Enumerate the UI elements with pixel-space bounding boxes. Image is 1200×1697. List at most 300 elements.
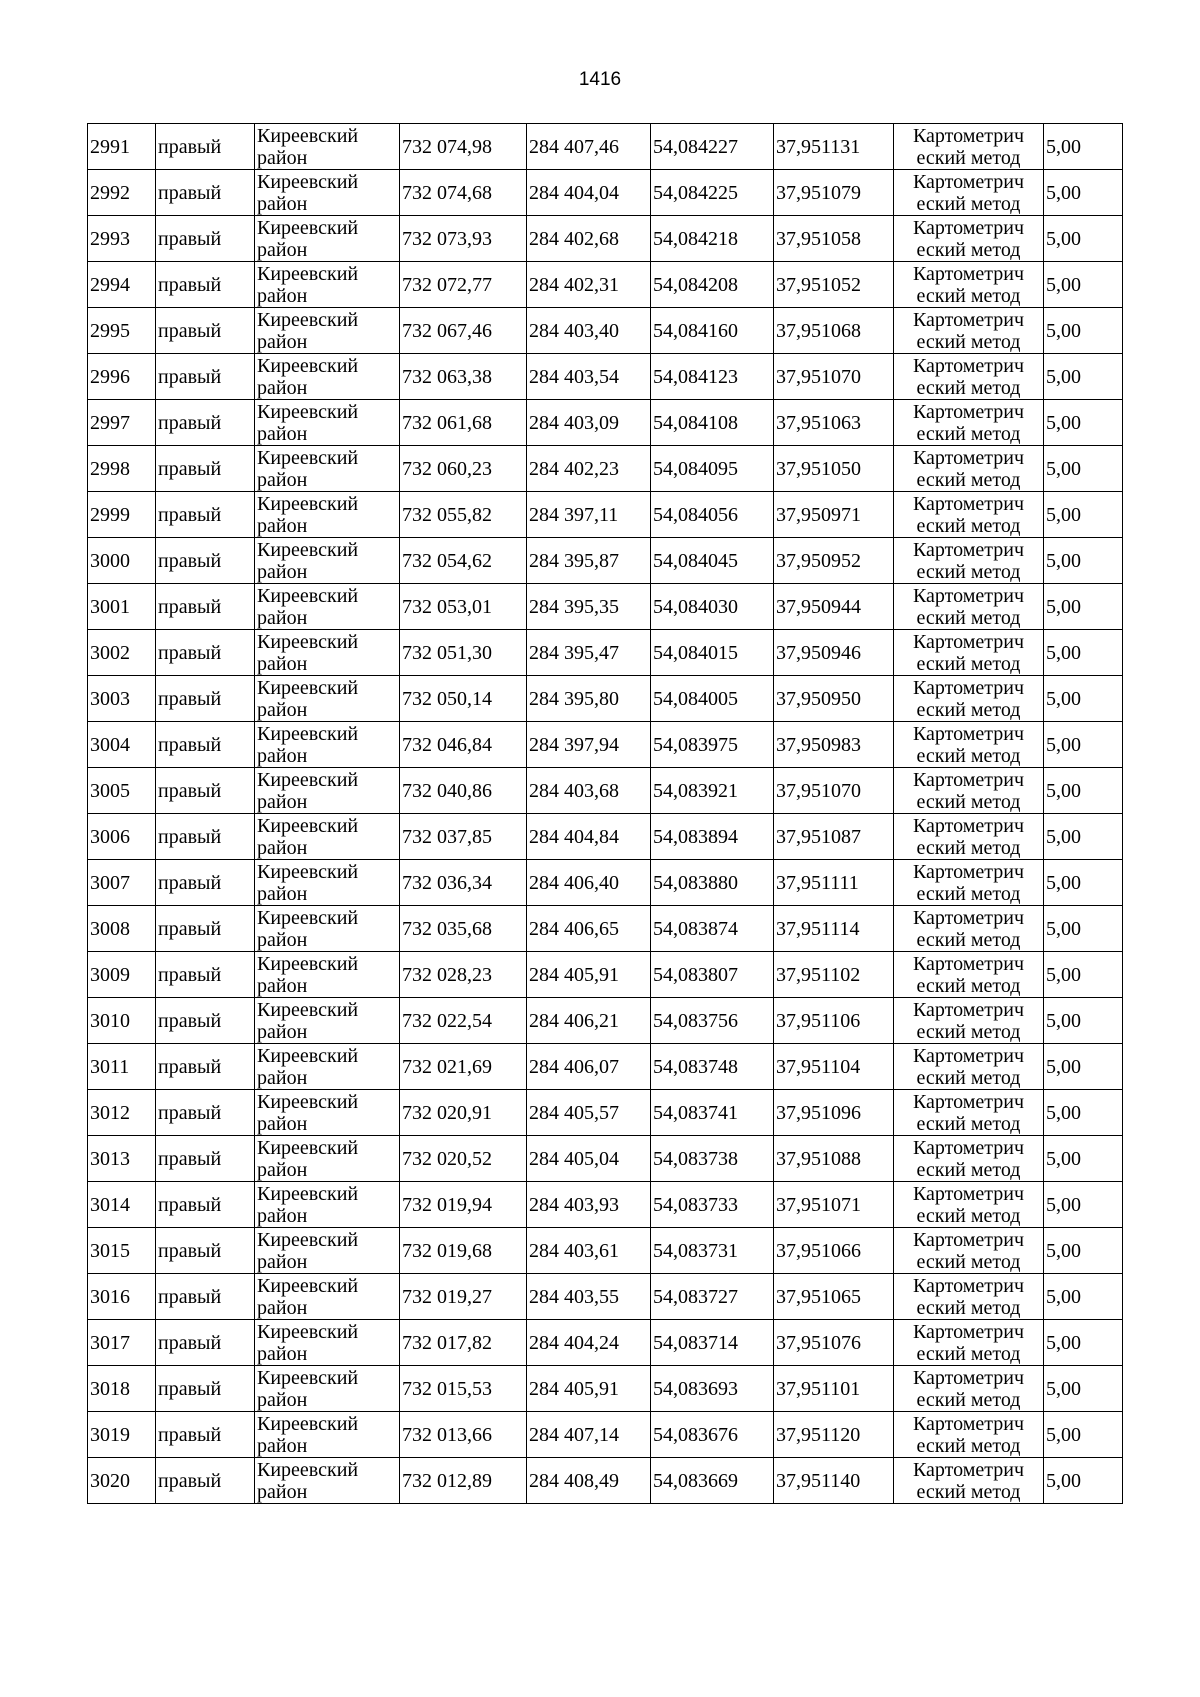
table-row <box>88 400 1123 446</box>
method-line: Картометрич <box>912 171 1025 193</box>
method-line: еский метод <box>916 975 1021 997</box>
district-line: район <box>257 285 308 307</box>
method-cell <box>894 170 1044 216</box>
district-line: район <box>257 1297 308 1319</box>
coord-x-cell: 732 037,85 <box>400 814 527 860</box>
district-line: район <box>257 331 308 353</box>
district-line: Киреевский <box>257 1275 359 1297</box>
bank-side-cell: правый <box>156 1274 255 1320</box>
district-line: Киреевский <box>257 1413 359 1435</box>
latitude-cell: 54,083975 <box>651 722 774 768</box>
district-cell <box>255 170 400 216</box>
district-cell <box>255 1136 400 1182</box>
point-number-cell: 2992 <box>88 170 156 216</box>
table-row <box>88 538 1123 584</box>
latitude-cell: 54,083714 <box>651 1320 774 1366</box>
method-line: Картометрич <box>912 447 1025 469</box>
bank-side-cell: правый <box>156 216 255 262</box>
point-number-cell: 3009 <box>88 952 156 998</box>
accuracy-cell: 5,00 <box>1044 860 1123 906</box>
point-number-cell: 3001 <box>88 584 156 630</box>
point-number-cell: 3020 <box>88 1458 156 1504</box>
method-line: Картометрич <box>912 1183 1025 1205</box>
table-row <box>88 630 1123 676</box>
district-cell <box>255 768 400 814</box>
method-line: еский метод <box>916 469 1021 491</box>
district-cell <box>255 998 400 1044</box>
coord-y-cell: 284 403,68 <box>527 768 651 814</box>
point-number-cell: 2991 <box>88 124 156 170</box>
district-line: район <box>257 607 308 629</box>
table-row <box>88 1412 1123 1458</box>
method-line: Картометрич <box>912 1413 1025 1435</box>
district-line: Киреевский <box>257 585 359 607</box>
bank-side-cell: правый <box>156 814 255 860</box>
coord-y-cell: 284 397,94 <box>527 722 651 768</box>
point-number-cell: 2995 <box>88 308 156 354</box>
district-cell <box>255 630 400 676</box>
bank-side-cell: правый <box>156 308 255 354</box>
method-cell <box>894 1136 1044 1182</box>
latitude-cell: 54,084227 <box>651 124 774 170</box>
longitude-cell: 37,950983 <box>774 722 894 768</box>
method-line: еский метод <box>916 561 1021 583</box>
accuracy-cell: 5,00 <box>1044 216 1123 262</box>
district-cell <box>255 216 400 262</box>
district-cell <box>255 906 400 952</box>
district-cell <box>255 814 400 860</box>
coord-y-cell: 284 403,93 <box>527 1182 651 1228</box>
point-number-cell: 3004 <box>88 722 156 768</box>
table-row <box>88 1320 1123 1366</box>
point-number-cell: 3013 <box>88 1136 156 1182</box>
accuracy-cell: 5,00 <box>1044 308 1123 354</box>
bank-side-cell: правый <box>156 124 255 170</box>
coord-x-cell: 732 012,89 <box>400 1458 527 1504</box>
method-line: Картометрич <box>912 815 1025 837</box>
district-line: Киреевский <box>257 861 359 883</box>
coord-y-cell: 284 405,57 <box>527 1090 651 1136</box>
district-line: Киреевский <box>257 769 359 791</box>
method-cell <box>894 400 1044 446</box>
district-cell <box>255 722 400 768</box>
district-line: район <box>257 193 308 215</box>
method-line: еский метод <box>916 377 1021 399</box>
accuracy-cell: 5,00 <box>1044 1366 1123 1412</box>
district-line: район <box>257 1389 308 1411</box>
method-line: Картометрич <box>912 1367 1025 1389</box>
coord-x-cell: 732 021,69 <box>400 1044 527 1090</box>
district-line: район <box>257 883 308 905</box>
accuracy-cell: 5,00 <box>1044 538 1123 584</box>
table-row <box>88 492 1123 538</box>
bank-side-cell: правый <box>156 1320 255 1366</box>
coord-y-cell: 284 395,47 <box>527 630 651 676</box>
method-cell <box>894 492 1044 538</box>
coord-y-cell: 284 397,11 <box>527 492 651 538</box>
bank-side-cell: правый <box>156 584 255 630</box>
district-line: район <box>257 1205 308 1227</box>
coord-y-cell: 284 395,35 <box>527 584 651 630</box>
table-row <box>88 768 1123 814</box>
accuracy-cell: 5,00 <box>1044 906 1123 952</box>
method-line: Картометрич <box>912 723 1025 745</box>
latitude-cell: 54,083921 <box>651 768 774 814</box>
method-line: Картометрич <box>912 769 1025 791</box>
coord-y-cell: 284 404,84 <box>527 814 651 860</box>
accuracy-cell: 5,00 <box>1044 584 1123 630</box>
latitude-cell: 54,084056 <box>651 492 774 538</box>
coord-x-cell: 732 015,53 <box>400 1366 527 1412</box>
coord-y-cell: 284 406,07 <box>527 1044 651 1090</box>
district-line: район <box>257 1251 308 1273</box>
district-line: Киреевский <box>257 125 359 147</box>
point-number-cell: 3011 <box>88 1044 156 1090</box>
coord-y-cell: 284 406,40 <box>527 860 651 906</box>
accuracy-cell: 5,00 <box>1044 1136 1123 1182</box>
district-cell <box>255 308 400 354</box>
district-line: Киреевский <box>257 1459 359 1481</box>
latitude-cell: 54,083738 <box>651 1136 774 1182</box>
table-row <box>88 860 1123 906</box>
coord-x-cell: 732 055,82 <box>400 492 527 538</box>
method-cell <box>894 1090 1044 1136</box>
point-number-cell: 3014 <box>88 1182 156 1228</box>
method-line: Картометрич <box>912 125 1025 147</box>
coord-y-cell: 284 406,65 <box>527 906 651 952</box>
bank-side-cell: правый <box>156 1366 255 1412</box>
table-row <box>88 124 1123 170</box>
coord-x-cell: 732 054,62 <box>400 538 527 584</box>
method-line: еский метод <box>916 1435 1021 1457</box>
method-line: Картометрич <box>912 953 1025 975</box>
coord-y-cell: 284 404,24 <box>527 1320 651 1366</box>
table-row <box>88 446 1123 492</box>
method-cell <box>894 952 1044 998</box>
longitude-cell: 37,951076 <box>774 1320 894 1366</box>
point-number-cell: 2998 <box>88 446 156 492</box>
point-number-cell: 3005 <box>88 768 156 814</box>
latitude-cell: 54,083807 <box>651 952 774 998</box>
longitude-cell: 37,951079 <box>774 170 894 216</box>
coord-x-cell: 732 020,52 <box>400 1136 527 1182</box>
bank-side-cell: правый <box>156 630 255 676</box>
method-line: Картометрич <box>912 1459 1025 1481</box>
method-cell <box>894 124 1044 170</box>
method-line: Картометрич <box>912 309 1025 331</box>
accuracy-cell: 5,00 <box>1044 124 1123 170</box>
method-line: еский метод <box>916 1205 1021 1227</box>
district-line: район <box>257 837 308 859</box>
table-row <box>88 1136 1123 1182</box>
longitude-cell: 37,951063 <box>774 400 894 446</box>
district-line: Киреевский <box>257 263 359 285</box>
point-number-cell: 2999 <box>88 492 156 538</box>
district-line: район <box>257 1481 308 1503</box>
latitude-cell: 54,084208 <box>651 262 774 308</box>
method-line: еский метод <box>916 607 1021 629</box>
longitude-cell: 37,951088 <box>774 1136 894 1182</box>
coord-x-cell: 732 013,66 <box>400 1412 527 1458</box>
accuracy-cell: 5,00 <box>1044 1274 1123 1320</box>
district-line: Киреевский <box>257 539 359 561</box>
table-row <box>88 308 1123 354</box>
district-cell <box>255 446 400 492</box>
district-line: Киреевский <box>257 1045 359 1067</box>
accuracy-cell: 5,00 <box>1044 170 1123 216</box>
district-cell <box>255 262 400 308</box>
table-row <box>88 906 1123 952</box>
coord-y-cell: 284 405,91 <box>527 1366 651 1412</box>
longitude-cell: 37,951131 <box>774 124 894 170</box>
latitude-cell: 54,083693 <box>651 1366 774 1412</box>
coord-x-cell: 732 063,38 <box>400 354 527 400</box>
table-row <box>88 1274 1123 1320</box>
method-line: еский метод <box>916 1113 1021 1135</box>
district-line: район <box>257 929 308 951</box>
district-line: район <box>257 1113 308 1135</box>
method-line: Картометрич <box>912 585 1025 607</box>
bank-side-cell: правый <box>156 354 255 400</box>
coord-x-cell: 732 053,01 <box>400 584 527 630</box>
district-line: Киреевский <box>257 677 359 699</box>
bank-side-cell: правый <box>156 768 255 814</box>
district-line: Киреевский <box>257 401 359 423</box>
method-cell <box>894 768 1044 814</box>
district-line: Киреевский <box>257 217 359 239</box>
district-cell <box>255 1228 400 1274</box>
district-line: Киреевский <box>257 447 359 469</box>
method-cell <box>894 998 1044 1044</box>
bank-side-cell: правый <box>156 722 255 768</box>
method-line: еский метод <box>916 1481 1021 1503</box>
method-cell <box>894 308 1044 354</box>
bank-side-cell: правый <box>156 262 255 308</box>
bank-side-cell: правый <box>156 1090 255 1136</box>
method-line: еский метод <box>916 791 1021 813</box>
district-line: Киреевский <box>257 1321 359 1343</box>
method-cell <box>894 262 1044 308</box>
coord-x-cell: 732 019,94 <box>400 1182 527 1228</box>
longitude-cell: 37,951070 <box>774 768 894 814</box>
district-line: район <box>257 653 308 675</box>
table-row <box>88 952 1123 998</box>
coord-y-cell: 284 406,21 <box>527 998 651 1044</box>
latitude-cell: 54,083880 <box>651 860 774 906</box>
method-line: Картометрич <box>912 401 1025 423</box>
district-cell <box>255 860 400 906</box>
method-line: еский метод <box>916 1251 1021 1273</box>
district-line: район <box>257 515 308 537</box>
method-cell <box>894 860 1044 906</box>
method-line: еский метод <box>916 653 1021 675</box>
method-line: Картометрич <box>912 1045 1025 1067</box>
district-cell <box>255 400 400 446</box>
longitude-cell: 37,951058 <box>774 216 894 262</box>
point-number-cell: 3002 <box>88 630 156 676</box>
coord-y-cell: 284 403,61 <box>527 1228 651 1274</box>
bank-side-cell: правый <box>156 1412 255 1458</box>
method-line: Картометрич <box>912 263 1025 285</box>
point-number-cell: 3017 <box>88 1320 156 1366</box>
bank-side-cell: правый <box>156 400 255 446</box>
district-cell <box>255 952 400 998</box>
longitude-cell: 37,951106 <box>774 998 894 1044</box>
latitude-cell: 54,084218 <box>651 216 774 262</box>
method-cell <box>894 676 1044 722</box>
method-cell <box>894 1182 1044 1228</box>
point-number-cell: 3019 <box>88 1412 156 1458</box>
table-row <box>88 722 1123 768</box>
accuracy-cell: 5,00 <box>1044 814 1123 860</box>
table-row <box>88 216 1123 262</box>
accuracy-cell: 5,00 <box>1044 1044 1123 1090</box>
coord-x-cell: 732 019,27 <box>400 1274 527 1320</box>
accuracy-cell: 5,00 <box>1044 1458 1123 1504</box>
district-line: район <box>257 147 308 169</box>
coord-x-cell: 732 051,30 <box>400 630 527 676</box>
longitude-cell: 37,951052 <box>774 262 894 308</box>
bank-side-cell: правый <box>156 1136 255 1182</box>
method-cell <box>894 1366 1044 1412</box>
district-line: район <box>257 561 308 583</box>
table-row <box>88 262 1123 308</box>
coord-x-cell: 732 050,14 <box>400 676 527 722</box>
district-cell <box>255 584 400 630</box>
method-line: еский метод <box>916 331 1021 353</box>
accuracy-cell: 5,00 <box>1044 630 1123 676</box>
coord-x-cell: 732 046,84 <box>400 722 527 768</box>
district-line: район <box>257 975 308 997</box>
method-line: Картометрич <box>912 355 1025 377</box>
method-line: еский метод <box>916 1021 1021 1043</box>
district-line: район <box>257 1343 308 1365</box>
latitude-cell: 54,083894 <box>651 814 774 860</box>
coord-x-cell: 732 072,77 <box>400 262 527 308</box>
latitude-cell: 54,084045 <box>651 538 774 584</box>
accuracy-cell: 5,00 <box>1044 262 1123 308</box>
table-row <box>88 170 1123 216</box>
point-number-cell: 2994 <box>88 262 156 308</box>
bank-side-cell: правый <box>156 1182 255 1228</box>
coord-y-cell: 284 407,46 <box>527 124 651 170</box>
latitude-cell: 54,084005 <box>651 676 774 722</box>
coord-x-cell: 732 060,23 <box>400 446 527 492</box>
table-row <box>88 1090 1123 1136</box>
table-row <box>88 584 1123 630</box>
district-line: Киреевский <box>257 631 359 653</box>
method-cell <box>894 1412 1044 1458</box>
latitude-cell: 54,083727 <box>651 1274 774 1320</box>
coord-y-cell: 284 403,54 <box>527 354 651 400</box>
point-number-cell: 2997 <box>88 400 156 446</box>
district-cell <box>255 1458 400 1504</box>
latitude-cell: 54,084015 <box>651 630 774 676</box>
district-line: район <box>257 423 308 445</box>
bank-side-cell: правый <box>156 538 255 584</box>
bank-side-cell: правый <box>156 446 255 492</box>
district-line: Киреевский <box>257 171 359 193</box>
longitude-cell: 37,951120 <box>774 1412 894 1458</box>
point-number-cell: 3007 <box>88 860 156 906</box>
coord-x-cell: 732 073,93 <box>400 216 527 262</box>
method-line: еский метод <box>916 745 1021 767</box>
table-row <box>88 1458 1123 1504</box>
longitude-cell: 37,951087 <box>774 814 894 860</box>
district-line: район <box>257 1067 308 1089</box>
method-cell <box>894 216 1044 262</box>
district-line: Киреевский <box>257 815 359 837</box>
district-cell <box>255 1412 400 1458</box>
method-cell <box>894 814 1044 860</box>
table-row <box>88 1044 1123 1090</box>
method-cell <box>894 1320 1044 1366</box>
method-cell <box>894 630 1044 676</box>
latitude-cell: 54,084160 <box>651 308 774 354</box>
point-number-cell: 3003 <box>88 676 156 722</box>
longitude-cell: 37,950971 <box>774 492 894 538</box>
latitude-cell: 54,083676 <box>651 1412 774 1458</box>
point-number-cell: 3006 <box>88 814 156 860</box>
district-cell <box>255 1274 400 1320</box>
coord-y-cell: 284 408,49 <box>527 1458 651 1504</box>
accuracy-cell: 5,00 <box>1044 1320 1123 1366</box>
method-line: Картометрич <box>912 907 1025 929</box>
coord-x-cell: 732 028,23 <box>400 952 527 998</box>
bank-side-cell: правый <box>156 492 255 538</box>
method-line: еский метод <box>916 699 1021 721</box>
accuracy-cell: 5,00 <box>1044 1182 1123 1228</box>
longitude-cell: 37,951050 <box>774 446 894 492</box>
method-cell <box>894 446 1044 492</box>
latitude-cell: 54,083733 <box>651 1182 774 1228</box>
bank-side-cell: правый <box>156 860 255 906</box>
bank-side-cell: правый <box>156 1228 255 1274</box>
point-number-cell: 2996 <box>88 354 156 400</box>
district-line: Киреевский <box>257 309 359 331</box>
bank-side-cell: правый <box>156 906 255 952</box>
district-cell <box>255 1044 400 1090</box>
longitude-cell: 37,951101 <box>774 1366 894 1412</box>
district-line: Киреевский <box>257 493 359 515</box>
method-line: еский метод <box>916 1297 1021 1319</box>
district-cell <box>255 1366 400 1412</box>
district-line: район <box>257 1435 308 1457</box>
longitude-cell: 37,951068 <box>774 308 894 354</box>
page-number: 1416 <box>578 69 622 90</box>
coord-y-cell: 284 407,14 <box>527 1412 651 1458</box>
district-cell <box>255 676 400 722</box>
method-cell <box>894 1044 1044 1090</box>
coord-y-cell: 284 403,40 <box>527 308 651 354</box>
accuracy-cell: 5,00 <box>1044 952 1123 998</box>
method-cell <box>894 1458 1044 1504</box>
table-row <box>88 814 1123 860</box>
district-line: район <box>257 377 308 399</box>
coord-x-cell: 732 035,68 <box>400 906 527 952</box>
method-line: еский метод <box>916 239 1021 261</box>
coord-y-cell: 284 402,68 <box>527 216 651 262</box>
coord-y-cell: 284 395,87 <box>527 538 651 584</box>
district-cell <box>255 124 400 170</box>
method-line: еский метод <box>916 285 1021 307</box>
method-cell <box>894 906 1044 952</box>
table-row <box>88 1228 1123 1274</box>
method-line: Картометрич <box>912 999 1025 1021</box>
coord-y-cell: 284 402,23 <box>527 446 651 492</box>
district-line: Киреевский <box>257 1137 359 1159</box>
method-line: еский метод <box>916 1343 1021 1365</box>
